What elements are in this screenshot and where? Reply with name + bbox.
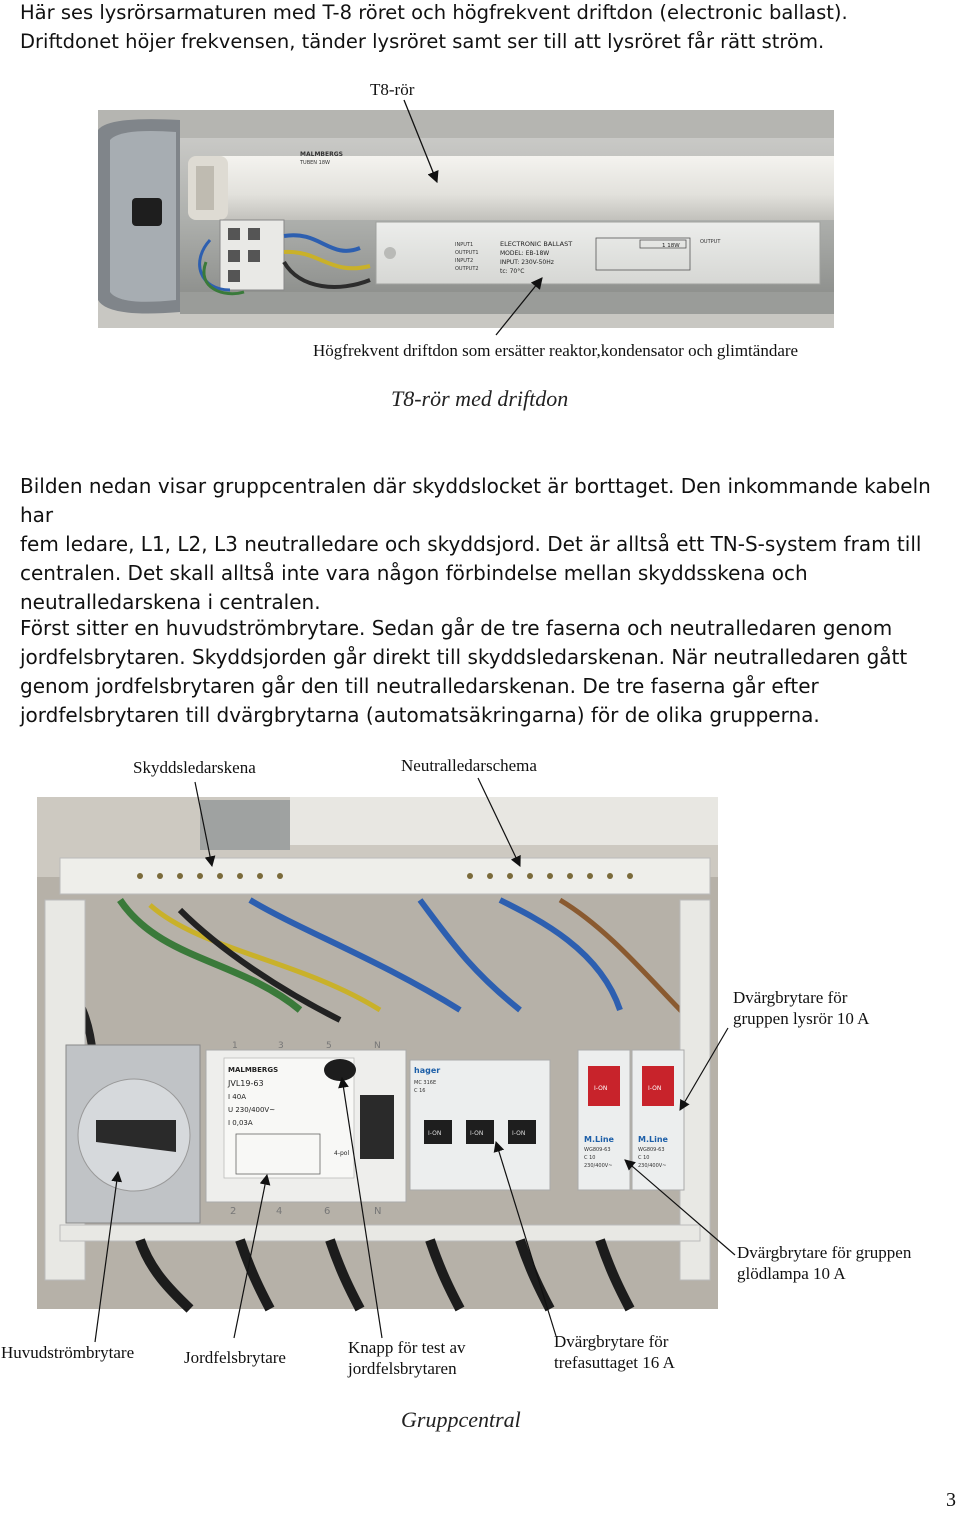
rcd-bot-term-2: 2 [230,1206,237,1217]
paragraph-2 [20,614,955,730]
label-dvargbrytare-glodlampa-line-2: glödlampa 10 A [737,1264,846,1283]
rcd-top-term-5: 5 [326,1041,332,1051]
mline-model-2: WG809-63 [638,1147,665,1153]
rcd-voltage: U 230/400V~ [228,1106,276,1114]
hager-rating: C 16 [414,1088,426,1094]
label-knapp-test-line-1: Knapp för test av [348,1338,466,1357]
rcd-brand: MALMBERGS [228,1066,279,1074]
rcd-bot-term-n: N [374,1206,382,1217]
photo-brand-sub: TUBEN 18W [300,160,330,166]
hager-ion-1: I-ON [428,1130,442,1137]
intro-line-2: Driftdonet höjer frekvensen, tänder lysröret samt ser till att lysröret får rätt ström. [20,30,825,53]
ballast-tc: tc: 70°C [500,268,525,275]
rcd-bot-term-4: 4 [276,1206,283,1217]
rcd-bot-term-6: 6 [324,1206,331,1217]
ballast-output-r: OUTPUT [700,239,721,245]
rcd-sensitivity: I 0,03A [228,1119,253,1127]
ballast-input: INPUT: 230V-50Hz [500,259,554,266]
mline-brand-2: M.Line [638,1135,668,1144]
rcd-poles: 4-pol [334,1150,350,1157]
label-skyddsledarskena: Skyddsledarskena [133,758,256,777]
mline-brand-1: M.Line [584,1135,614,1144]
label-dvargbrytare-trefas-line-1: Dvärgbrytare för [554,1332,669,1351]
rcd-top-term-1: 1 [232,1041,238,1051]
rcd-current: I 40A [228,1093,246,1101]
paragraph-1-line-2: fem ledare, L1, L2, L3 neutralledare och skyddsjord. Det är alltså ett TN-S-system fram till [20,532,922,556]
label-dvargbrytare-trefas-line-2: trefasuttaget 16 A [554,1353,675,1372]
hager-model: MC 316E [414,1080,437,1086]
ballast-output1: OUTPUT1 [455,250,479,256]
label-knapp-test [348,1337,466,1379]
caption-figure1: T8-rör med driftdon [391,386,569,411]
label-dvargbrytare-glodlampa-line-1: Dvärgbrytare för gruppen [737,1243,912,1262]
label-dvargbrytare-lysror [733,987,869,1029]
label-huvudstrombrytare: Huvudströmbrytare [1,1343,135,1362]
page-number: 3 [946,1489,956,1511]
paragraph-2-line-1: Först sitter en huvudströmbrytare. Sedan går de tre faserna och neutralledaren genom [20,616,893,640]
hager-ion-3: I-ON [512,1130,526,1137]
paragraph-1-line-3: centralen. Det skall alltså inte vara någon förbindelse mellan skyddsskena och [20,561,808,585]
ballast-wiring-label: 1 18W [662,243,680,249]
paragraph-2-line-4: jordfelsbrytaren till dvärgbrytarna (automatsäkringarna) för de olika grupperna. [20,703,820,727]
ballast-input2: INPUT2 [455,258,474,264]
label-t8-tube: T8-rör [370,80,415,99]
label-jordfelsbrytare: Jordfelsbrytare [184,1348,286,1367]
rcd-top-term-3: 3 [278,1041,284,1051]
label-dvargbrytare-lysror-line-1: Dvärgbrytare för [733,988,848,1007]
paragraph-2-line-2: jordfelsbrytaren. Skyddsjorden går direkt till skyddsledarskenan. När neutralledaren gått [20,645,908,669]
paragraph-2-line-3: genom jordfelsbrytaren går den till neutralledarskenan. De tre faserna går efter [20,674,819,698]
ballast-model: MODEL: EB-18W [500,250,550,257]
mline-rating-2: C 10 [638,1155,650,1161]
mline-rating-1: C 10 [584,1155,596,1161]
label-dvargbrytare-glodlampa [737,1242,911,1284]
hager-ion-2: I-ON [470,1130,484,1137]
caption-figure2: Gruppcentral [401,1407,521,1432]
intro-line-1: Här ses lysrörsarmaturen med T-8 röret och högfrekvent driftdon (electronic ballast). [20,1,848,24]
label-ballast: Högfrekvent driftdon som ersätter reaktor,kondensator och glimtändare [313,341,799,360]
mline-volt-1: 230/400V~ [584,1163,613,1169]
ballast-output2: OUTPUT2 [455,266,479,272]
label-dvargbrytare-trefas [554,1331,675,1373]
mline-volt-2: 230/400V~ [638,1163,667,1169]
hager-brand: hager [414,1066,441,1075]
rcd-model: JVL19-63 [228,1079,264,1088]
paragraph-1-line-4: neutralledarskena i centralen. [20,590,321,614]
paragraph-1 [20,472,955,617]
label-dvargbrytare-lysror-line-2: gruppen lysrör 10 A [733,1009,870,1028]
paragraph-1-line-1: Bilden nedan visar gruppcentralen där skyddslocket är borttaget. Den inkommande kabeln har [20,474,931,527]
mline-ion-1: I-ON [594,1085,608,1092]
label-knapp-test-line-2: jordfelsbrytaren [348,1359,457,1378]
photo-t8-luminaire [98,100,834,335]
photo-group-central [37,797,718,1309]
rcd-top-term-n: N [374,1041,381,1051]
label-neutralledarschema: Neutralledarschema [401,756,537,775]
photo-brand-malmbergs: MALMBERGS [300,151,343,158]
ballast-input1: INPUT1 [455,242,474,248]
mline-model-1: WG809-63 [584,1147,611,1153]
mline-ion-2: I-ON [648,1085,662,1092]
ballast-title: ELECTRONIC BALLAST [500,240,573,248]
